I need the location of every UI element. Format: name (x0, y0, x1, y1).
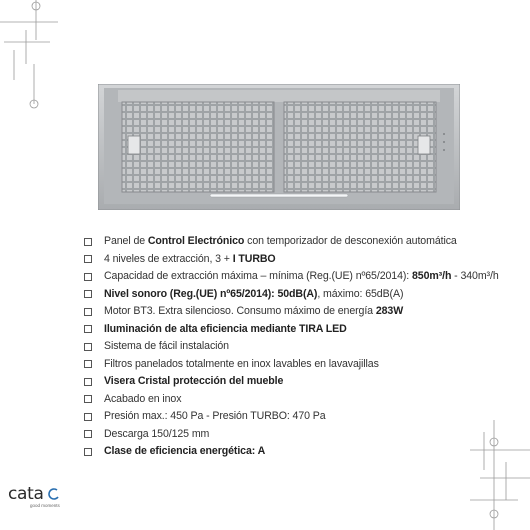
feature-text (104, 446, 265, 457)
checkbox-square-icon (84, 325, 92, 333)
feature-text-regular: Sistema de fácil instalación (104, 340, 229, 353)
filter-left (122, 102, 274, 192)
feature-item (84, 268, 514, 286)
feature-item (84, 391, 514, 409)
feature-text-regular: 4 niveles de extracción, 3 + (104, 252, 233, 265)
feature-text (104, 289, 403, 300)
feature-list (84, 233, 514, 461)
logo-tagline: good moments (30, 503, 60, 508)
feature-text-regular: Panel de (104, 235, 148, 248)
checkbox-square-icon (84, 238, 92, 246)
feature-item (84, 286, 514, 304)
feature-item (84, 408, 514, 426)
checkbox-square-icon (84, 413, 92, 421)
checkbox-square-icon (84, 273, 92, 281)
feature-text-regular: Capacidad de extracción máxima – mínima (Reg.(UE) nº65/2014): (104, 270, 412, 283)
checkbox-square-icon (84, 308, 92, 316)
checkbox-square-icon (84, 378, 92, 386)
checkbox-square-icon (84, 448, 92, 456)
feature-text-bold: I TURBO (232, 252, 276, 265)
feature-text-bold: Nivel sonoro (Reg.(UE) nº65/2014): 50dB(A) (104, 287, 318, 300)
feature-text-bold: Iluminación de alta eficiencia mediante TIRA LED (104, 322, 347, 335)
feature-text (104, 306, 403, 317)
feature-text-regular: , máximo: 65dB(A) (317, 287, 404, 300)
feature-item (84, 356, 514, 374)
range-hood-image (98, 84, 460, 210)
feature-text-regular: Descarga 150/125 mm (104, 427, 210, 440)
feature-text-regular: Filtros panelados totalmente en inox lavables en lavavajillas (104, 357, 379, 370)
feature-text-regular: con temporizador de desconexión automática (244, 235, 457, 248)
checkbox-square-icon (84, 395, 92, 403)
feature-item (84, 373, 514, 391)
checkbox-square-icon (84, 360, 92, 368)
logo-swirl-icon (48, 487, 60, 501)
checkbox-square-icon (84, 290, 92, 298)
checkbox-square-icon (84, 430, 92, 438)
feature-text-regular: Acabado en inox (104, 392, 182, 405)
filter-right (284, 102, 436, 192)
feature-item (84, 251, 514, 269)
feature-text-bold: Control Electrónico (147, 235, 245, 248)
checkbox-square-icon (84, 343, 92, 351)
feature-text-regular: Presión max.: 450 Pa - Presión TURBO: 470 Pa (104, 410, 326, 423)
feature-text (104, 236, 457, 247)
feature-item (84, 426, 514, 444)
logo-wordmark: cata (8, 484, 44, 504)
feature-text-bold: 283W (375, 305, 404, 318)
feature-item (84, 338, 514, 356)
feature-text (104, 394, 181, 405)
feature-text (104, 271, 499, 282)
brand-logo (8, 484, 78, 516)
feature-text-bold: Visera Cristal protección del mueble (104, 375, 284, 388)
feature-text (104, 411, 326, 422)
feature-item (84, 321, 514, 339)
feature-text-regular: - 340m³/h (451, 270, 499, 283)
feature-item (84, 303, 514, 321)
feature-item (84, 233, 514, 251)
led-strip (210, 194, 348, 197)
feature-item (84, 443, 514, 461)
feature-text-bold: 850m³/h (411, 270, 452, 283)
feature-text (104, 359, 379, 370)
feature-text-regular: Motor BT3. Extra silencioso. Consumo máximo de energía (104, 305, 376, 318)
feature-text (104, 376, 283, 387)
feature-text (104, 254, 276, 265)
feature-text (104, 324, 347, 335)
feature-text (104, 429, 209, 440)
feature-text (104, 341, 229, 352)
checkbox-square-icon (84, 255, 92, 263)
feature-text-bold: Clase de eficiencia energética: A (104, 445, 266, 458)
